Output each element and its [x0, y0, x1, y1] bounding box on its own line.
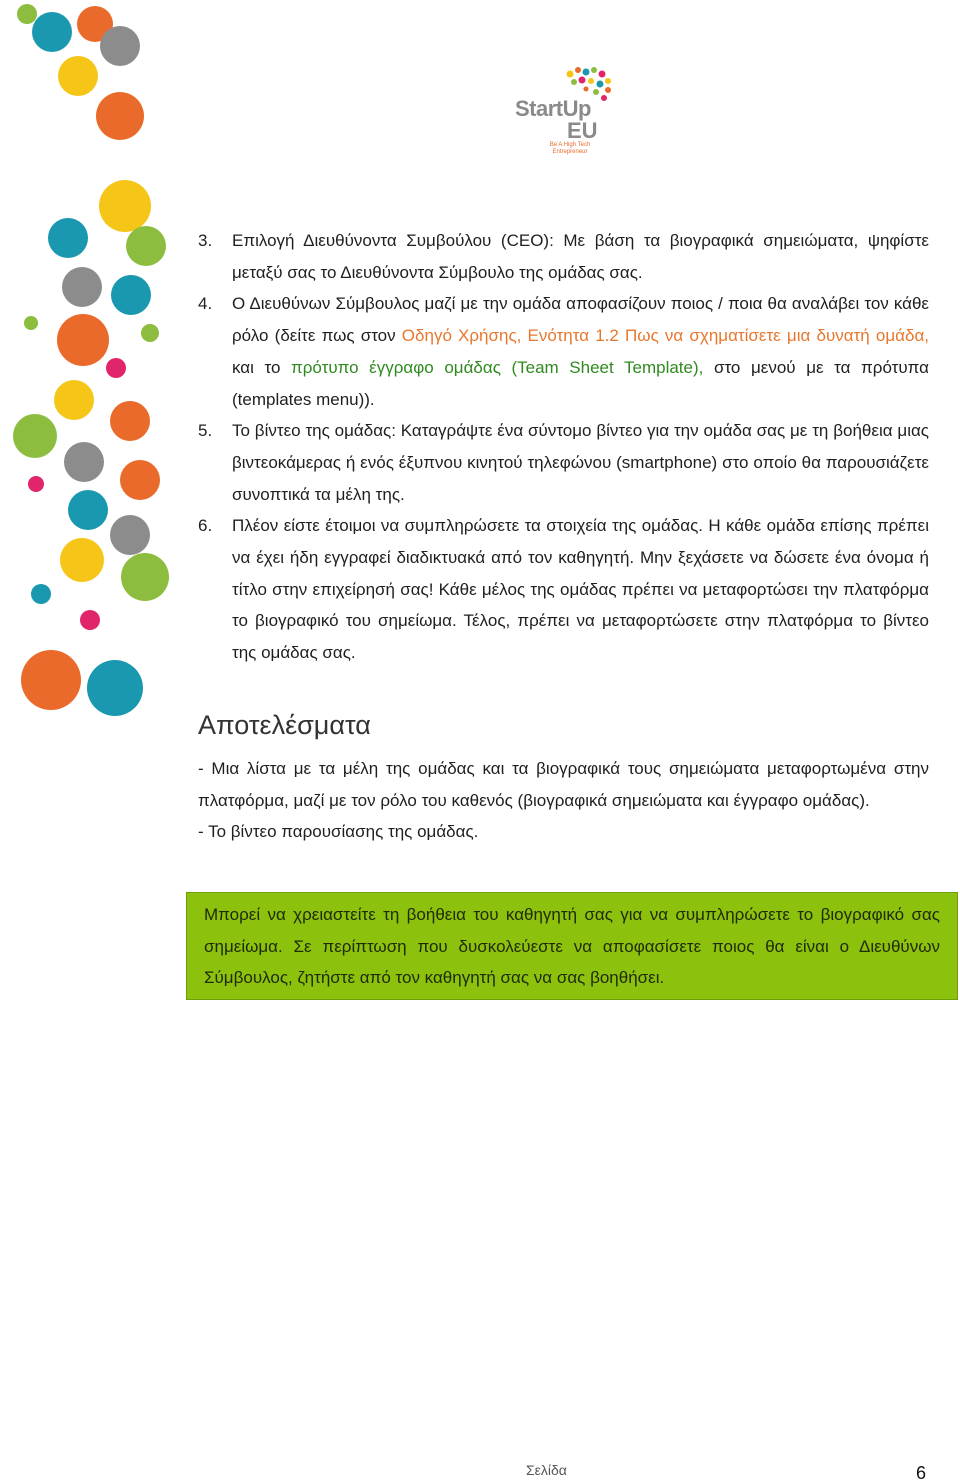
dot — [99, 180, 151, 232]
dot — [17, 4, 37, 24]
dot — [57, 314, 109, 366]
steps-list — [198, 225, 929, 669]
step-text: στο μενού με τα πρότυπα (templates menu)). — [232, 357, 929, 409]
step-number: 3. — [198, 231, 213, 250]
step-text: Ο Διευθύνων Σύμβουλος μαζί με την ομάδα αποφασίζουν ποιος / ποια θα αναλάβει τον κάθε ρόλο (δείτε πως στον — [232, 294, 929, 346]
step-number: 4. — [198, 294, 213, 314]
dot — [31, 584, 51, 604]
dot — [24, 316, 38, 330]
step-text: Το βίντεο της ομάδας: Καταγράψτε ένα σύντομο βίντεο για την ομάδα σας με τη βοήθεια μιας βιντεοκάμερας ή ενός έξυπνου κινητού τηλεφώνου (smartphone) στο οποίο θα παρουσιάζετε συνοπτικά τα μέλη της. — [232, 421, 929, 504]
logo-tagline: Be A High Tech Entrepreneur — [549, 142, 591, 155]
dot — [110, 515, 150, 555]
startup-eu-logo — [512, 62, 622, 162]
decorative-dots — [0, 0, 200, 720]
tip-box — [186, 892, 958, 1000]
step-text: Πλέον είστε έτοιμοι να συμπληρώσετε τα στοιχεία της ομάδας. Η κάθε ομάδα επίσης πρέπει να έχει ήδη εγγραφεί διαδικτυακά από τον καθηγητή. Μην ξεχάσετε να δώσετε ένα όνομα ή τίτλο στην επιχείρησή σας! Κάθε μέλος της ομάδας πρέπει να μεταφορτώσει την πλατφόρμα το βιογραφικό του σημείωμα. Τέλος, πρέπει να μεταφορτώσετε στην πλατφόρμα το βίντεο της ομάδας σας. — [232, 516, 929, 663]
dot — [110, 401, 150, 441]
step-text: Επιλογή Διευθύνοντα Συμβούλου (CEO): Με βάση τα βιογραφικά σημειώματα, ψηφίστε μεταξύ σας το Διευθύνοντα Σύμβουλο της ομάδας σας. — [232, 231, 929, 282]
dot — [141, 324, 159, 342]
user-guide-link[interactable]: Οδηγό Χρήσης, Ενότητα 1.2 Πως να σχηματίσετε μια δυνατή ομάδα, — [401, 326, 929, 346]
dot — [87, 660, 143, 716]
list-item — [198, 510, 929, 669]
team-sheet-template-link[interactable]: πρότυπο έγγραφο ομάδας (Team Sheet Template), — [291, 357, 704, 377]
list-item — [198, 288, 929, 415]
list-item — [198, 225, 929, 288]
logo-title: StartUp — [515, 96, 591, 121]
dot — [68, 490, 108, 530]
dot — [60, 538, 104, 582]
logo-suffix: EU — [567, 118, 598, 143]
dot — [96, 92, 144, 140]
dot — [80, 610, 100, 630]
dot — [64, 442, 104, 482]
dot — [120, 460, 160, 500]
results-heading: Αποτελέσματα — [198, 709, 371, 740]
dot — [106, 358, 126, 378]
step-text: και το — [232, 357, 292, 377]
dot — [48, 218, 88, 258]
dot — [111, 275, 151, 315]
results-item: - Μια λίστα με τα μέλη της ομάδας και τα βιογραφικά τους σημειώματα μεταφορτωμένα στην πλατφόρμα, μαζί με τον ρόλο του καθενός (βιογραφικά σημειώματα και έγγραφο ομάδας). — [198, 758, 929, 810]
results-item: - Το βίντεο παρουσίασης της ομάδας. — [198, 822, 479, 842]
footer-page-number: 6 — [916, 1463, 927, 1483]
dot — [100, 26, 140, 66]
dot — [62, 267, 102, 307]
footer-page-label: Σελίδα — [526, 1462, 567, 1478]
dot — [121, 553, 169, 601]
dot — [28, 476, 44, 492]
dot — [54, 380, 94, 420]
tip-text: Μπορεί να χρειαστείτε τη βοήθεια του καθηγητή σας για να συμπληρώσετε το βιογραφικό σας σημείωμα. Σε περίπτωση που δυσκολεύεστε να αποφασίσετε ποιος θα είναι ο Διευθύνων Σύμβουλος, ζητήστε από τον καθηγητή σας να σας βοηθήσει. — [204, 905, 940, 988]
dot — [126, 226, 166, 266]
dot — [58, 56, 98, 96]
list-item — [198, 415, 929, 510]
step-number: 5. — [198, 421, 213, 441]
main-content — [198, 225, 929, 848]
step-number: 6. — [198, 516, 213, 536]
dot — [13, 414, 57, 458]
dot — [21, 650, 81, 710]
dot — [32, 12, 72, 52]
